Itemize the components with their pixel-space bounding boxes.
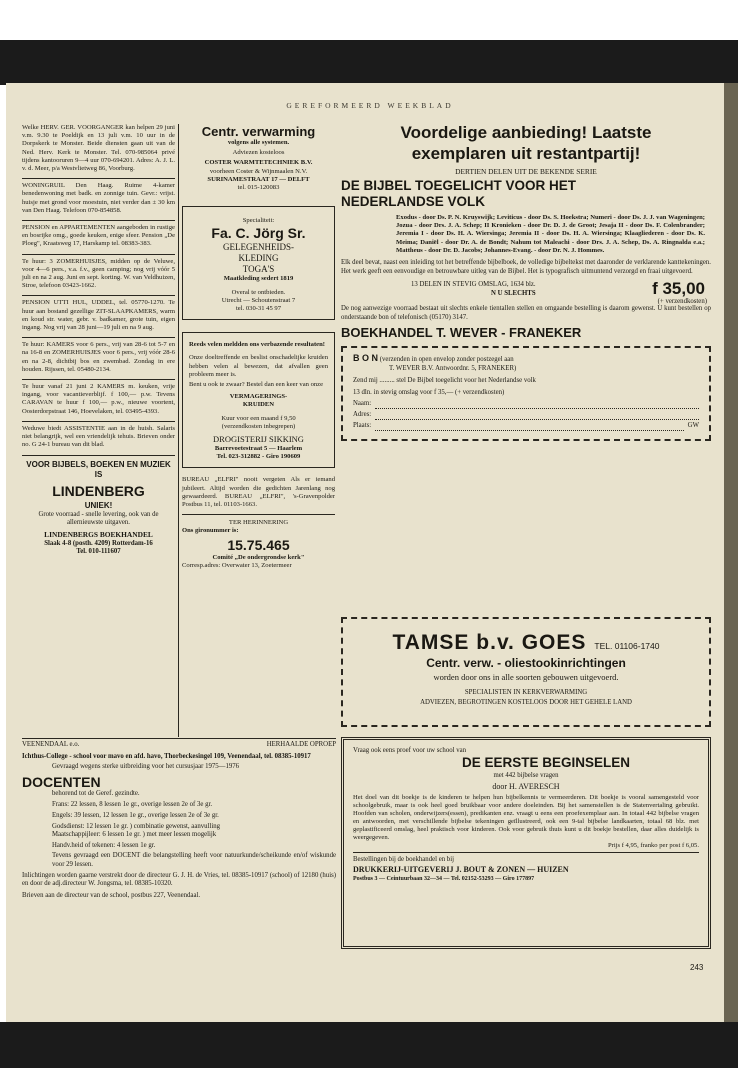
order-coupon xyxy=(341,346,711,441)
herinnering-number: 15.75.465 xyxy=(227,536,290,553)
sikking-line: Kuur voor een maand f 9,50 xyxy=(221,414,296,422)
beginselen-door: door H. AVERESCH xyxy=(492,782,560,791)
bible-price-line: 13 DELEN IN STEVIG OMSLAG, 1634 blz. xyxy=(411,281,536,289)
tamse-sub: Centr. verw. - oliestookinrichtingen xyxy=(426,656,626,670)
lindenberg-shop: LINDENBERGS BOEKHANDEL xyxy=(44,529,153,539)
ad-kamers: Te huur: KAMERS voor 6 pers., vrij van 28-6 tot 5-7 en na 16-8 en ZOMERHUISJES voor 6 pers., vrij vóór 28-6 en na 2-8, dichtbij bos en zwembad. Zondag in ere houden. Rijssen, tel. 05480-2134. xyxy=(22,341,175,373)
middle-column xyxy=(182,124,335,570)
bible-series: DERTIEN DELEN UIT DE BEKENDE SERIE xyxy=(455,167,597,176)
bible-price: f 35,00 xyxy=(652,279,705,299)
beginselen-order: Bestellingen bij de boekhandel en bij xyxy=(353,856,454,863)
veenendaal-head xyxy=(22,741,336,750)
ad-elfri: BUREAU „ELFRI" nooit vergeten Als er iemand jubileert. Altijd worden die gedichten Jarenlang nog gewaardeerd. BUREAU „ELFRI", 's-Gravenpolder Postbus 11, tel. 01103-1663. xyxy=(182,476,335,509)
veenendaal-line: Frans: 22 lessen, 8 lessen 1e gr., overige lessen 2e of 3e gr. xyxy=(52,801,213,809)
veenendaal-school: Ichthus-College - school voor mavo en afd. havo, Thorbeckesingel 109, Veenendaal, tel. 08385-10917 xyxy=(22,752,311,760)
jorg-spec: Specialiteit: xyxy=(242,217,275,225)
sikking-line: (verzendkosten inbegrepen) xyxy=(221,422,296,430)
left-column xyxy=(22,124,175,556)
bible-title: Voordelige aanbieding! Laatste xyxy=(400,123,652,142)
ad-caravan: Te huur vanaf 21 juni 2 KAMERS m. keuken, vrije ingang, voor vacantieverblijf. f 100,— p.w. Tevens CARAVAN te huur f 100,— p.w., nieuwe voortent, Oosterdorpstraat 146, Hoevelaken, tel. 03495-4393. xyxy=(22,383,175,415)
ad-voorganger: Welke HERV. GER. VOORGANGER kan helpen 29 juni v.m. 9.30 te Poeldijk en 13 juli v.m. 10 uur in de Dorpskerk te Monster. Beide diensten gaan uit van de Ned. Herv. Kerk te Monster. Tel. 070-985064 privé tijdens kantooruren 9—4 uur 070-694201. Adres: A. J. L. v. d. Meer, p/a Westvlietweg 86, Voorburg. xyxy=(22,124,175,173)
ad-veenendaal xyxy=(22,741,336,902)
bible-price-label xyxy=(411,281,536,298)
divider xyxy=(22,379,175,380)
beginselen-ask: Vraag ook eens proef voor uw school van xyxy=(353,747,467,754)
coupon-address: T. WEVER B.V. Antwoordnr. 5, FRANEKER) xyxy=(389,365,517,373)
sikking-line: KRUIDEN xyxy=(242,401,275,409)
bible-stock: De nog aanwezige voorraad bestaat uit slechts enkele tientallen stellen en omgaande bestelling is daarom gewenst. U kunt bestellen op onderstaande bon of telefonisch (05170) 3147. xyxy=(341,305,711,321)
ad-herinnering xyxy=(182,519,335,570)
divider xyxy=(22,295,175,296)
bible-big-title: NEDERLANDSE VOLK xyxy=(341,194,486,209)
divider xyxy=(22,254,175,255)
ad-woningruil: WONINGRUIL Den Haag. Ruime 4-kamer benedenwoning met badk. en zonnige tuin. Gevr.: vrijst. huisje met grond voor moestuin, niet verder dan ± 30 km van Den Haag. Telefoon 070-854858. xyxy=(22,182,175,214)
bible-big-title: DE BIJBEL TOEGELICHT VOOR HET xyxy=(341,178,577,193)
veenendaal-docenten: DOCENTEN xyxy=(22,773,101,790)
herinnering-line: Ons gironummer is: xyxy=(182,527,239,535)
sikking-line: Onze doeltreffende en beslist onschadelijke kruiden hebben velen al bewezen, dat afvallen geen probleem meer is. xyxy=(189,354,328,378)
coupon-title: B O N xyxy=(353,353,379,364)
jorg-line: GELEGENHEIDS- xyxy=(223,242,294,253)
running-title: GEREFORMEERD WEEKBLAD xyxy=(286,101,454,110)
coupon-naam-label: Naam: xyxy=(353,400,372,408)
veenendaal-line: Inlichtingen worden gaarne verstrekt door de directeur G. J. H. de Vries, tel. 08385-10917 (school) of 12180 (huis) en door de adj.directeur W. Jongsma, tel. 08385-10320. xyxy=(22,871,336,888)
herinnering-line: Comité „De ondergrondse kerk" xyxy=(212,553,305,561)
tamse-line: worden door ons in alle soorten gebouwen uitgevoerd. xyxy=(433,672,619,682)
tamse-line: SPECIALISTEN IN KERKVERWARMING xyxy=(464,689,588,696)
coupon-naam-row xyxy=(353,398,699,409)
ad-bijbel-toegelicht xyxy=(341,122,711,441)
verwarming-title: Centr. verwarming xyxy=(201,124,316,139)
scanner-bar-bottom xyxy=(0,1022,738,1068)
veenendaal-details xyxy=(22,790,336,870)
coupon-plaats-label: Plaats: xyxy=(353,422,372,430)
ad-tamse xyxy=(341,617,711,727)
coupon-plaats-row xyxy=(353,420,699,431)
verwarming-line: SURINAMESTRAAT 17 — DELFT xyxy=(207,175,310,183)
lindenberg-name: LINDENBERG xyxy=(52,482,145,499)
ad-eerste-beginselen xyxy=(341,737,711,949)
lindenberg-tag: UNIEK! xyxy=(84,500,113,510)
divider xyxy=(22,337,175,338)
beginselen-title: DE EERSTE BEGINSELEN xyxy=(461,755,631,770)
veenendaal-oproep: HERHAALDE OPROEP xyxy=(266,741,336,748)
sikking-line: Bent u ook te zwaar? Bestel dan een keer van onze xyxy=(189,381,324,389)
jorg-line: tel. 030-31 45 97 xyxy=(235,305,282,313)
bible-books: Exodus - door Ds. P. N. Kruyswijk; Leviticus - door Ds. S. Hoekstra; Numeri - door Ds. J. J. van Wageningen; Jozua - door Drs. J. A. Schep; II Kronieken - door Dr. D. J. de Groot; Jesaja II - door Ds. F. Colenbrander; Jeremia I - door Ds. H. A. Wiersinga; Jeremia II - door Ds. H. A. Wiersinga; Klaagliederen - door Ds. K. Meima; Daniël - door Dr. A. de Bondt; Nahum tot Maleachi - door Drs. J. A. Schep, Ds. A. Ringnalda e.a.; Mattheus - door Dr. D. Jacobs; Johannes-Evang. - door Dr. N. J. Hommes. xyxy=(396,214,705,254)
section-rule xyxy=(22,738,336,739)
sikking-line: Barrevoetestraat 5 — Haarlem xyxy=(214,445,303,453)
ad-utti-hul: PENSION UTTI HUL, UDDEL, tel. 05770-1270. Te huur aan bostand gezellige ZIT-SLAAPKAMERS, warm en koud str. water, gebr. v. badkamer, grote tuin, eigen ingang. Nog vrij van 28 juni—19 juli en na 9 aug. xyxy=(22,299,175,332)
verwarming-line: Adviezen kosteloos xyxy=(232,149,285,157)
divider xyxy=(22,220,175,221)
ad-zomerhuisjes: Te huur: 3 ZOMERHUISJES, midden op de Veluwe, voor 4—6 pers., v.a. f.v., geen camping; nog vrij vóór 5 juli en na 2 aug. Juni en sept. korting. W. van Veldhuizen, Stroe, telefoon 03423-1662. xyxy=(22,257,175,290)
veenendaal-line: Engels: 39 lessen, 12 lessen 1e gr., overige lessen 2e of 3e gr. xyxy=(52,811,219,819)
coupon-zend: Zend mij ......... stel De Bijbel toegelicht voor het Nederlandse volk xyxy=(353,377,536,385)
jorg-line: Overal te ontbieden. xyxy=(231,288,286,296)
divider xyxy=(182,514,335,515)
herinnering-line: TER HERINNERING xyxy=(228,519,289,527)
tamse-tel: TEL. 01106-1740 xyxy=(594,641,660,651)
divider xyxy=(22,421,175,422)
verwarming-line: volgens alle systemen. xyxy=(227,139,290,146)
lindenberg-address: Slaak 4-8 (posth. 4209) Rotterdam-16 xyxy=(44,539,153,547)
beginselen-price: Prijs f 4,95, franko per post f 6,05. xyxy=(607,842,699,849)
bible-desc: Elk deel bevat, naast een inleiding tot het betreffende bijbelboek, de volledige bijbeltekst met daaronder de verklarende kanttekeningen. Het werk geeft een eenvoudige en betrouwbare uitleg van de Bijbel. Het is typografisch uitmuntend verzorgd en fraai uitgevoerd. xyxy=(341,259,711,275)
ad-sikking xyxy=(182,332,335,468)
lindenberg-tel: Tel. 010-111607 xyxy=(76,547,121,555)
coupon-head xyxy=(353,354,699,364)
bible-title: exemplaren uit restantpartij! xyxy=(411,144,641,163)
bible-shipping: (+ verzendkosten) xyxy=(657,298,707,306)
veenendaal-line: Maatschappijleer: 6 lessen 1e gr. ) met meer lessen mogelijk xyxy=(52,831,217,839)
veenendaal-line: Brieven aan de directeur van de school, postbus 227, Veenendaal. xyxy=(22,891,201,899)
veenendaal-place: VEENENDAAL e.o. xyxy=(22,741,80,748)
veenendaal-line: behorend tot de Geref. gezindte. xyxy=(52,789,140,797)
lindenberg-line: Grote voorraad - snelle levering, ook van de allernieuwste uitgaven. xyxy=(38,510,159,526)
scanner-bar-top xyxy=(0,40,738,85)
verwarming-line: voorheen Coster & Wijnmaalen N.V. xyxy=(209,167,308,175)
verwarming-line: COSTER WARMTETECHNIEK B.V. xyxy=(204,159,313,167)
jorg-line: Maatkleding sedert 1819 xyxy=(223,275,294,283)
column-rule xyxy=(178,124,179,737)
divider xyxy=(22,455,175,456)
bible-price-line: N U SLECHTS xyxy=(491,289,536,297)
tamse-name: TAMSE b.v. GOES xyxy=(392,631,587,654)
sikking-line: Reeds velen meldden ons verbazende resultaten! xyxy=(189,341,325,349)
divider xyxy=(353,852,699,853)
divider xyxy=(22,178,175,179)
coupon-adres-field[interactable] xyxy=(375,413,699,420)
veenendaal-line: Tevens gevraagd een DOCENT die belangstelling heeft voor natuurkunde/scheikunde en/of wiskunde voor 29 lessen. xyxy=(52,852,336,868)
veenendaal-line: Handv.heid of tekenen: 4 lessen 1e gr. xyxy=(52,841,156,849)
beginselen-met: met 442 bijbelse vragen xyxy=(493,772,559,779)
ad-centr-verwarming xyxy=(182,124,335,192)
veenendaal-line: Godsdienst: 12 lessen 1e gr. ) combinatie gewenst, aanvulling xyxy=(52,822,221,830)
beginselen-body: Het doel van dit boekje is de kinderen te helpen hun bijbelkennis te vermeerderen. Dit boekje is vooral samengesteld voor schoolgebruik, maar is ook heel goed bruikbaar voor andere doeleinden. Bij het samenstellen is de Statenvertaling gebruikt. Hoofden van scholen, onderwijzers(essen), predikanten enz. vraagt u eens een proefexemplaar aan. In totaal 442 bijbelse vragen en antwoorden, met verschillende bijbelse tekeningen geïllustreerd, ook een 9-tal bijbelse landkaarten, totaal 68 blz. met geplastificeerd omslag, heel praktisch voor kinderen. Ook voor gebruik thuis kunt u dit boekje bestellen, daar alles duidelijk is weergegeven. xyxy=(353,794,699,841)
bible-price-row xyxy=(341,279,711,298)
coupon-adres-row xyxy=(353,409,699,420)
coupon-intro: (verzenden in open envelop zonder postzegel aan xyxy=(379,356,514,364)
beginselen-pub: DRUKKERIJ-UITGEVERIJ J. BOUT & ZONEN — HUIZEN xyxy=(353,865,569,874)
sikking-line: VERMAGERINGS- xyxy=(229,393,288,401)
jorg-name: Fa. C. Jörg Sr. xyxy=(211,225,306,242)
coupon-gw: GW xyxy=(687,422,699,430)
ad-assistentie: Weduwe biedt ASSISTENTIE aan in de huish. Salaris niet belangrijk, wel een vriendelijk tehuis. Brieven onder no. G 24-1 bureau van dit blad. xyxy=(22,424,175,449)
jorg-line: Utrecht — Schoutenstraat 7 xyxy=(221,296,296,304)
tamse-line: ADVIEZEN, BEGROTINGEN KOSTELOOS DOOR HET GEHELE LAND xyxy=(420,699,632,706)
sikking-line: DROGISTERIJ SIKKING xyxy=(213,434,304,445)
veenendaal-gevraagd: Gevraagd wegens sterke uitbreiding voor het cursusjaar 1975—1976 xyxy=(52,763,240,771)
lindenberg-heading: VOOR BIJBELS, BOEKEN EN MUZIEK IS xyxy=(26,459,171,479)
beginselen-pub-addr: Postbus 3 — Ceintuurbaan 32—34 — Tel. 02152-53293 — Giro 177897 xyxy=(353,876,535,882)
ad-lindenberg xyxy=(22,460,175,556)
coupon-plaats-field[interactable] xyxy=(375,424,684,431)
sikking-line: Tel. 023-312882 - Giro 190609 xyxy=(216,453,301,461)
herinnering-line: Corresp.adres: Overwater 13, Zoetermeer xyxy=(182,561,292,569)
jorg-line: KLEDING xyxy=(238,253,279,264)
jorg-line: TOGA'S xyxy=(242,264,275,275)
coupon-dln: 13 dln. in stevig omslag voor f 35,— (+ verzendkosten) xyxy=(353,389,505,397)
tamse-head xyxy=(353,631,699,655)
ad-jorg xyxy=(182,206,335,320)
verwarming-line: tel. 015-120083 xyxy=(237,184,280,192)
page-edge-shadow xyxy=(724,83,738,1023)
coupon-adres-label: Adres: xyxy=(353,411,372,419)
coupon-naam-field[interactable] xyxy=(375,402,699,409)
bible-shop: BOEKHANDEL T. WEVER - FRANEKER xyxy=(341,325,582,341)
page-number: 243 xyxy=(690,963,704,972)
ad-pension: PENSION en APPARTEMENTEN aangeboden in rustige en bosrijke omg., goede keuken, enige sfeer. Pension „De Ploeg", Kraatsweg 17, Harskamp tel. 08383-383. xyxy=(22,224,175,248)
